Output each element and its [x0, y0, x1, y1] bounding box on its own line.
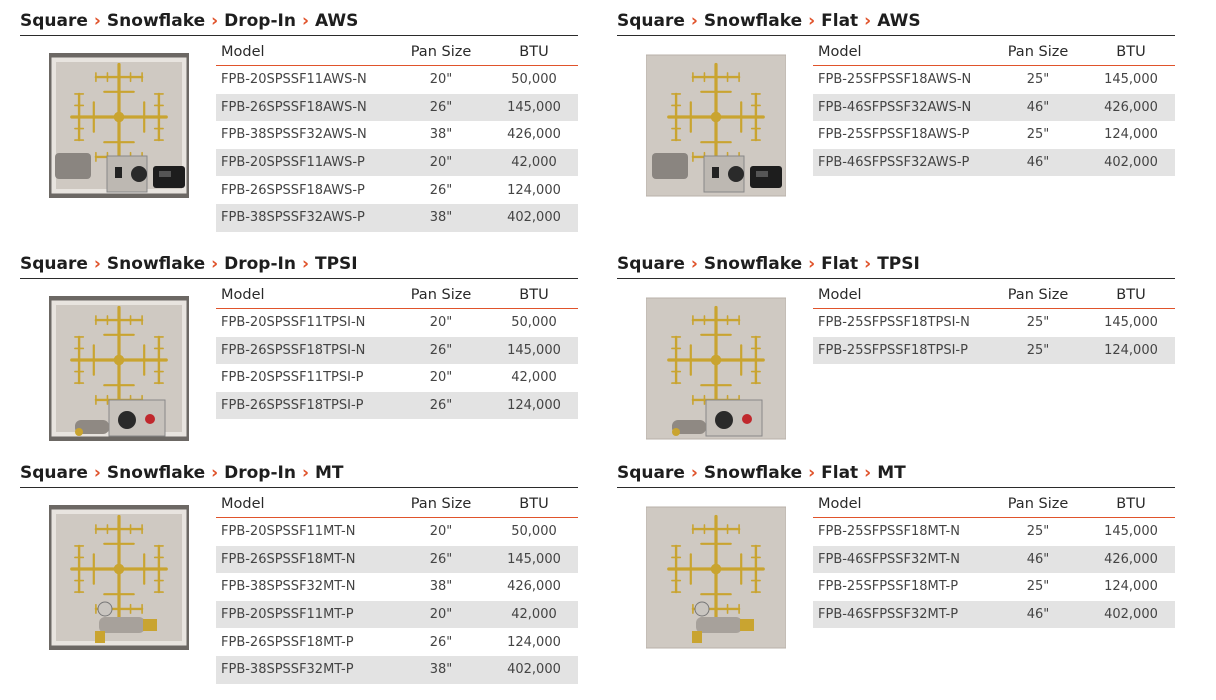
- title-divider: [617, 35, 1175, 36]
- burner-panel-image: [49, 296, 189, 441]
- breadcrumb-separator: ›: [211, 11, 219, 31]
- pan-size-cell: 25": [1026, 579, 1050, 595]
- btu-cell: 402,000: [1087, 149, 1175, 177]
- breadcrumb-separator: ›: [93, 254, 101, 274]
- btu-cell: 50,000: [511, 315, 557, 331]
- table-row: [216, 94, 578, 122]
- table-row: [813, 573, 1175, 601]
- breadcrumb-item: AWS: [877, 11, 921, 31]
- btu-cell: 124,000: [1087, 337, 1175, 365]
- btu-cell: 124,000: [490, 392, 578, 420]
- model-cell: FPB-38SPSSF32AWS-N: [221, 127, 367, 143]
- breadcrumb-item: Square: [617, 254, 685, 274]
- pan-size-cell: 38": [392, 204, 490, 232]
- breadcrumb-separator: ›: [690, 463, 698, 483]
- btu-cell: 124,000: [1104, 579, 1158, 595]
- table-row: [216, 601, 578, 629]
- btu-cell: 145,000: [490, 94, 578, 122]
- breadcrumb-separator: ›: [93, 463, 101, 483]
- btu-cell: 145,000: [490, 546, 578, 574]
- btu-cell: 426,000: [1087, 94, 1175, 122]
- section-breadcrumb: [617, 462, 906, 484]
- breadcrumb-item: Flat: [821, 254, 859, 274]
- pan-size-cell: 26": [392, 94, 490, 122]
- breadcrumb-item: Drop-In: [224, 11, 296, 31]
- pan-size-cell: 46": [989, 149, 1087, 177]
- breadcrumb-item: Snowflake: [703, 254, 803, 274]
- btu-cell: 402,000: [490, 204, 578, 232]
- column-header-pan-size: Pan Size: [392, 490, 490, 518]
- column-header-btu: BTU: [490, 490, 578, 518]
- column-header-btu: BTU: [490, 281, 578, 309]
- column-header-model: Model: [216, 281, 392, 309]
- table-row: [216, 309, 578, 337]
- model-cell: FPB-20SPSSF11MT-P: [216, 601, 392, 629]
- breadcrumb-separator: ›: [690, 254, 698, 274]
- column-header-btu: BTU: [1087, 490, 1175, 518]
- model-cell: FPB-20SPSSF11TPSI-P: [221, 370, 364, 386]
- column-header-model: Model: [813, 38, 989, 66]
- table-header-row: [216, 281, 578, 309]
- pan-size-cell: 20": [429, 524, 453, 540]
- column-header-btu: BTU: [490, 38, 578, 66]
- pan-size-cell: 25": [1026, 524, 1050, 540]
- table-row: [216, 628, 578, 656]
- spec-table: [813, 38, 1175, 176]
- breadcrumb-item: Snowflake: [106, 463, 206, 483]
- model-cell: FPB-46SFPSSF32MT-P: [813, 601, 989, 629]
- section-breadcrumb: [617, 10, 921, 32]
- model-cell: FPB-26SPSSF18TPSI-N: [216, 337, 392, 365]
- column-header-model: Model: [813, 490, 989, 518]
- table-row: [813, 518, 1175, 546]
- pan-size-cell: 20": [392, 149, 490, 177]
- column-header-pan-size: Pan Size: [392, 38, 490, 66]
- model-cell: FPB-46SFPSSF32AWS-N: [813, 94, 989, 122]
- burner-panel-image: [49, 53, 189, 198]
- breadcrumb-item: Drop-In: [224, 463, 296, 483]
- pan-size-cell: 26": [429, 634, 453, 650]
- model-cell: FPB-38SPSSF32AWS-P: [216, 204, 392, 232]
- model-cell: FPB-26SPSSF18AWS-N: [216, 94, 392, 122]
- btu-cell: 50,000: [511, 72, 557, 88]
- table-row: [813, 121, 1175, 149]
- btu-cell: 426,000: [507, 127, 561, 143]
- btu-cell: 402,000: [1087, 601, 1175, 629]
- btu-cell: 402,000: [490, 656, 578, 684]
- section-breadcrumb: [20, 253, 358, 275]
- breadcrumb-item: Snowflake: [106, 254, 206, 274]
- spec-table: [813, 490, 1175, 628]
- breadcrumb-separator: ›: [93, 11, 101, 31]
- btu-cell: 426,000: [1087, 546, 1175, 574]
- table-row: [216, 546, 578, 574]
- model-cell: FPB-26SPSSF18MT-P: [221, 634, 354, 650]
- breadcrumb-item: Square: [617, 463, 685, 483]
- table-row: [813, 337, 1175, 365]
- breadcrumb-separator: ›: [808, 463, 816, 483]
- model-cell: FPB-25SFPSSF18MT-N: [818, 524, 960, 540]
- breadcrumb-item: Snowflake: [703, 11, 803, 31]
- table-row: [216, 337, 578, 365]
- table-header-row: [813, 281, 1175, 309]
- title-divider: [20, 487, 578, 488]
- btu-cell: 145,000: [1104, 524, 1158, 540]
- model-cell: FPB-25SFPSSF18AWS-N: [818, 72, 972, 88]
- model-cell: FPB-26SPSSF18AWS-P: [221, 182, 365, 198]
- btu-cell: 426,000: [507, 579, 561, 595]
- breadcrumb-item: Square: [20, 254, 88, 274]
- model-cell: FPB-25SFPSSF18TPSI-N: [818, 315, 970, 331]
- pan-size-cell: 46": [989, 94, 1087, 122]
- btu-cell: 42,000: [490, 149, 578, 177]
- pan-size-cell: 20": [429, 315, 453, 331]
- burner-panel-image: [646, 505, 786, 650]
- breadcrumb-item: Snowflake: [703, 463, 803, 483]
- table-header-row: [216, 38, 578, 66]
- btu-cell: 145,000: [1104, 315, 1158, 331]
- breadcrumb-separator: ›: [301, 463, 309, 483]
- model-cell: FPB-20SPSSF11AWS-P: [216, 149, 392, 177]
- breadcrumb-item: Drop-In: [224, 254, 296, 274]
- model-cell: FPB-38SPSSF32MT-P: [216, 656, 392, 684]
- column-header-pan-size: Pan Size: [392, 281, 490, 309]
- pan-size-cell: 46": [989, 601, 1087, 629]
- breadcrumb-item: Square: [20, 11, 88, 31]
- pan-size-cell: 26": [392, 546, 490, 574]
- section-breadcrumb: [20, 10, 358, 32]
- burner-panel-image: [49, 505, 189, 650]
- pan-size-cell: 38": [429, 127, 453, 143]
- section-breadcrumb: [617, 253, 920, 275]
- pan-size-cell: 25": [1026, 72, 1050, 88]
- model-cell: FPB-26SPSSF18MT-N: [216, 546, 392, 574]
- table-row: [216, 518, 578, 546]
- pan-size-cell: 25": [1026, 127, 1050, 143]
- btu-cell: 124,000: [1104, 127, 1158, 143]
- table-row: [216, 364, 578, 392]
- breadcrumb-separator: ›: [864, 254, 872, 274]
- pan-size-cell: 20": [429, 72, 453, 88]
- pan-size-cell: 20": [392, 601, 490, 629]
- column-header-pan-size: Pan Size: [989, 281, 1087, 309]
- breadcrumb-item: Square: [20, 463, 88, 483]
- table-row: [813, 546, 1175, 574]
- model-cell: FPB-20SPSSF11AWS-N: [221, 72, 367, 88]
- pan-size-cell: 26": [429, 182, 453, 198]
- column-header-btu: BTU: [1087, 281, 1175, 309]
- breadcrumb-separator: ›: [808, 254, 816, 274]
- breadcrumb-separator: ›: [211, 463, 219, 483]
- section-breadcrumb: [20, 462, 343, 484]
- column-header-model: Model: [216, 490, 392, 518]
- model-cell: FPB-46SFPSSF32AWS-P: [813, 149, 989, 177]
- spec-table: [216, 490, 578, 684]
- model-cell: FPB-46SFPSSF32MT-N: [813, 546, 989, 574]
- btu-cell: 42,000: [511, 370, 557, 386]
- breadcrumb-separator: ›: [690, 11, 698, 31]
- breadcrumb-item: AWS: [314, 11, 359, 31]
- title-divider: [617, 278, 1175, 279]
- table-row: [813, 149, 1175, 177]
- table-row: [216, 121, 578, 149]
- title-divider: [20, 278, 578, 279]
- pan-size-cell: 25": [989, 337, 1087, 365]
- breadcrumb-item: Flat: [821, 463, 859, 483]
- table-row: [216, 149, 578, 177]
- btu-cell: 42,000: [490, 601, 578, 629]
- spec-table: [813, 281, 1175, 364]
- btu-cell: 50,000: [511, 524, 557, 540]
- model-cell: FPB-25SFPSSF18MT-P: [818, 579, 959, 595]
- breadcrumb-item: MT: [314, 463, 344, 483]
- breadcrumb-item: MT: [877, 463, 906, 483]
- burner-panel-image: [646, 296, 786, 441]
- breadcrumb-separator: ›: [301, 254, 309, 274]
- model-cell: FPB-20SPSSF11TPSI-N: [221, 315, 366, 331]
- btu-cell: 124,000: [507, 182, 561, 198]
- table-row: [216, 176, 578, 204]
- breadcrumb-separator: ›: [864, 11, 872, 31]
- column-header-model: Model: [813, 281, 989, 309]
- table-header-row: [813, 490, 1175, 518]
- column-header-pan-size: Pan Size: [989, 38, 1087, 66]
- breadcrumb-separator: ›: [301, 11, 309, 31]
- column-header-pan-size: Pan Size: [989, 490, 1087, 518]
- table-header-row: [813, 38, 1175, 66]
- table-row: [216, 573, 578, 601]
- pan-size-cell: 26": [392, 337, 490, 365]
- spec-table: [216, 38, 578, 232]
- pan-size-cell: 20": [429, 370, 453, 386]
- breadcrumb-item: Flat: [821, 11, 859, 31]
- pan-size-cell: 25": [1026, 315, 1050, 331]
- title-divider: [617, 487, 1175, 488]
- spec-table: [216, 281, 578, 419]
- pan-size-cell: 26": [392, 392, 490, 420]
- pan-size-cell: 46": [989, 546, 1087, 574]
- breadcrumb-separator: ›: [211, 254, 219, 274]
- column-header-btu: BTU: [1087, 38, 1175, 66]
- breadcrumb-item: Square: [617, 11, 685, 31]
- breadcrumb-item: TPSI: [314, 254, 358, 274]
- table-row: [813, 66, 1175, 94]
- model-cell: FPB-20SPSSF11MT-N: [221, 524, 356, 540]
- model-cell: FPB-25SFPSSF18AWS-P: [818, 127, 970, 143]
- table-header-row: [216, 490, 578, 518]
- btu-cell: 145,000: [490, 337, 578, 365]
- table-row: [216, 392, 578, 420]
- title-divider: [20, 35, 578, 36]
- table-row: [813, 309, 1175, 337]
- table-row: [216, 656, 578, 684]
- table-row: [216, 66, 578, 94]
- table-row: [813, 94, 1175, 122]
- breadcrumb-separator: ›: [808, 11, 816, 31]
- btu-cell: 124,000: [507, 634, 561, 650]
- pan-size-cell: 38": [392, 656, 490, 684]
- breadcrumb-separator: ›: [864, 463, 872, 483]
- pan-size-cell: 38": [429, 579, 453, 595]
- btu-cell: 145,000: [1104, 72, 1158, 88]
- breadcrumb-item: Snowflake: [106, 11, 206, 31]
- table-row: [216, 204, 578, 232]
- breadcrumb-item: TPSI: [877, 254, 920, 274]
- model-cell: FPB-26SPSSF18TPSI-P: [216, 392, 392, 420]
- model-cell: FPB-25SFPSSF18TPSI-P: [813, 337, 989, 365]
- table-row: [813, 601, 1175, 629]
- burner-panel-image: [646, 53, 786, 198]
- column-header-model: Model: [216, 38, 392, 66]
- model-cell: FPB-38SPSSF32MT-N: [221, 579, 356, 595]
